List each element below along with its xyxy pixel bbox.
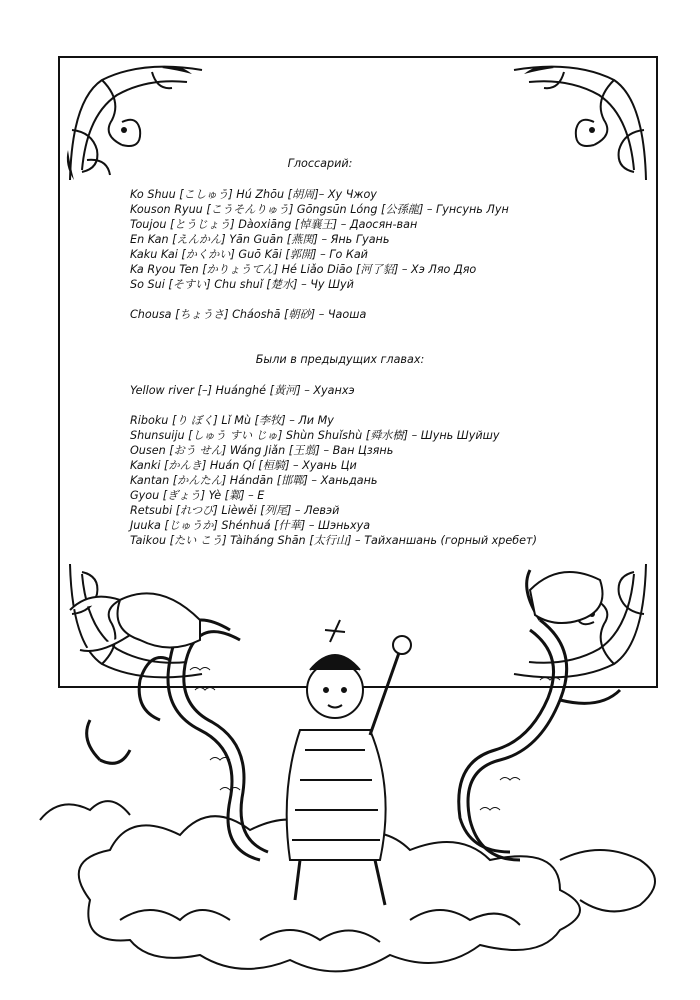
glossary-entry: Toujou [とうじょう] Dàoxiāng [悼襄王] – Даосян-ван: [130, 218, 418, 231]
glossary-content: [130, 156, 650, 548]
previous-entry: Shunsuiju [しゅう すい じゅ] Shùn Shuǐshù [舜水樹] – Шунь Шуйшу: [130, 429, 500, 442]
previous-entry: Riboku [り ぼく] Lǐ Mù [李牧] – Ли Му: [130, 414, 334, 427]
previous-chapters-title: Были в предыдущих главах:: [255, 353, 425, 366]
previous-entry: Kantan [かんたん] Hándān [邯鄲] – Ханьдань: [130, 474, 378, 487]
previous-entry: Gyou [ぎょう] Yè [鄴] – Е: [130, 489, 265, 502]
glossary-entry: En Kan [えんかん] Yān Guān [燕関] – Янь Гуань: [130, 233, 390, 246]
previous-entry: Ousen [おう せん] Wáng Jiǎn [王翦] – Ван Цзянь: [130, 444, 394, 457]
dragon-rider-illustration: [0, 560, 700, 1000]
glossary-entry: Ko Shuu [こしゅう] Hú Zhōu [胡周]– Ху Чжоу: [130, 188, 377, 201]
glossary-entry: Kaku Kai [かくかい] Guō Kāi [郭開] – Го Кай: [130, 248, 368, 261]
previous-entry: Taikou [たい こう] Tàiháng Shān [太行山] – Тайханшань (горный хребет): [130, 534, 537, 547]
glossary-entry-extra: Chousa [ちょうさ] Cháoshā [朝砂] – Чаоша: [130, 308, 367, 321]
previous-entry: Kanki [かんき] Huán Qí [桓騎] – Хуань Ци: [130, 459, 357, 472]
glossary-entry: Ka Ryou Ten [かりょうてん] Hé Liǎo Diāo [河了貂] – Хэ Ляо Дяо: [130, 263, 477, 276]
previous-entry-first: Yellow river [–] Huánghé [黃河] – Хуанхэ: [130, 384, 355, 397]
glossary-entry: Kouson Ryuu [こうそんりゅう] Gōngsūn Lóng [公孫龍] – Гунсунь Лун: [130, 203, 509, 216]
glossary-entry: So Sui [そすい] Chu shuǐ [楚水] – Чу Шуй: [130, 278, 354, 291]
previous-entry: Retsubi [れつび] Lièwěi [列尾] – Левэй: [130, 504, 340, 517]
previous-entry: Juuka [じゅうか] Shénhuá [什華] – Шэньхуа: [130, 519, 371, 532]
glossary-title: Глоссарий:: [287, 157, 353, 170]
